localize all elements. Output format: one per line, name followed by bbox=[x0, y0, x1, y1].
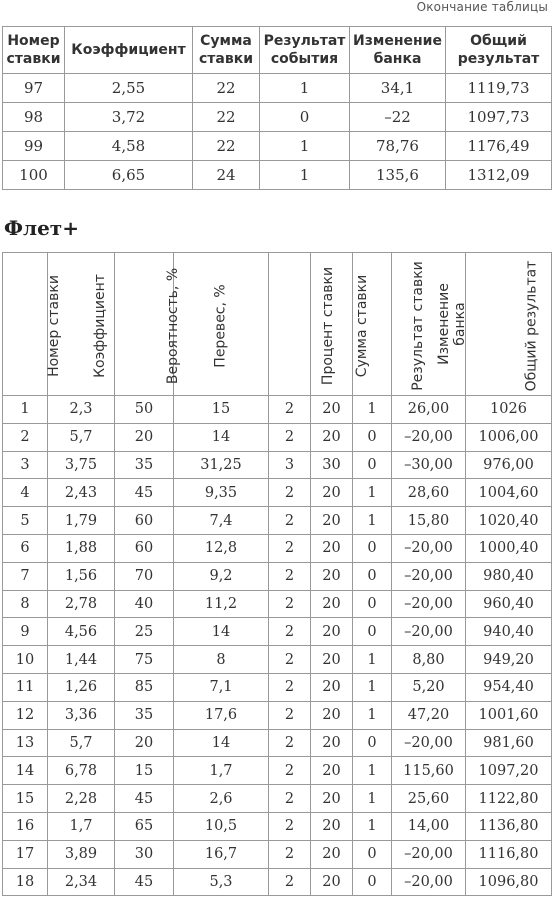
table-cell: –20,00 bbox=[392, 840, 466, 868]
table-cell: 20 bbox=[311, 618, 353, 646]
column-header bbox=[466, 253, 552, 396]
table-cell: 9 bbox=[3, 618, 48, 646]
table-cell: 2 bbox=[269, 507, 311, 535]
table-cell: 2 bbox=[269, 618, 311, 646]
table-cell: 1,88 bbox=[48, 534, 115, 562]
table-cell: 2,28 bbox=[48, 785, 115, 813]
column-header-label: Результат ставки bbox=[409, 260, 426, 391]
table-cell: 1122,80 bbox=[466, 785, 552, 813]
table-cell: 6,78 bbox=[48, 757, 115, 785]
table-cell: 0 bbox=[353, 562, 392, 590]
table-cell: 70 bbox=[115, 562, 174, 590]
table-cell: 28,60 bbox=[392, 479, 466, 507]
table-cell: 16,7 bbox=[174, 840, 269, 868]
column-header-label: Номер ставки bbox=[45, 274, 62, 377]
table-cell: 1 bbox=[353, 646, 392, 674]
table-cell: 5 bbox=[3, 507, 48, 535]
table-cell: –30,00 bbox=[392, 451, 466, 479]
table-cell: 78,76 bbox=[350, 132, 446, 161]
table-cell: 3,75 bbox=[48, 451, 115, 479]
table-row bbox=[3, 646, 552, 674]
table-cell: 1 bbox=[353, 507, 392, 535]
table-cell: 980,40 bbox=[466, 562, 552, 590]
table-cell: 2 bbox=[269, 673, 311, 701]
table-cell: –20,00 bbox=[392, 868, 466, 896]
table-cell: 20 bbox=[311, 646, 353, 674]
table-cell: –20,00 bbox=[392, 562, 466, 590]
table-cell: 20 bbox=[311, 868, 353, 896]
table-cell: 1 bbox=[260, 132, 350, 161]
table-cell: 20 bbox=[311, 729, 353, 757]
table-cell: 3,89 bbox=[48, 840, 115, 868]
table-row bbox=[3, 618, 552, 646]
table-body bbox=[3, 74, 552, 190]
table-cell: 2 bbox=[269, 840, 311, 868]
column-header bbox=[174, 253, 269, 396]
column-header-label: Общий результат bbox=[523, 260, 540, 391]
table-cell: 50 bbox=[115, 396, 174, 424]
table-cell: 14,00 bbox=[392, 812, 466, 840]
table-cell: 1176,49 bbox=[446, 132, 552, 161]
table-cell: 20 bbox=[311, 479, 353, 507]
table-cell: 4 bbox=[3, 479, 48, 507]
table-cell: –20,00 bbox=[392, 590, 466, 618]
table-cell: 18 bbox=[3, 868, 48, 896]
table-cell: 12 bbox=[3, 701, 48, 729]
table-cell: 20 bbox=[311, 590, 353, 618]
column-header: Результат события bbox=[260, 27, 350, 74]
table-cell: 35 bbox=[115, 451, 174, 479]
table-cell: 14 bbox=[174, 423, 269, 451]
table-cell: 3 bbox=[269, 451, 311, 479]
table-continued bbox=[2, 26, 552, 190]
table-cell: 2 bbox=[269, 757, 311, 785]
table-cell: 24 bbox=[193, 161, 260, 190]
table-cell: 1,79 bbox=[48, 507, 115, 535]
column-header-label: Сумма ставки bbox=[354, 274, 371, 377]
table-cell: 10 bbox=[3, 646, 48, 674]
table-cell: 26,00 bbox=[392, 396, 466, 424]
table-row bbox=[3, 423, 552, 451]
table-cell: 1 bbox=[353, 812, 392, 840]
table-cell: 20 bbox=[311, 507, 353, 535]
table-cell: 0 bbox=[260, 103, 350, 132]
table-cell: 16 bbox=[3, 812, 48, 840]
table-cell: 2 bbox=[269, 534, 311, 562]
table-cell: 14 bbox=[174, 618, 269, 646]
table-cell: 1 bbox=[353, 673, 392, 701]
table-row bbox=[3, 534, 552, 562]
table-cell: 30 bbox=[115, 840, 174, 868]
table-cell: 1097,20 bbox=[466, 757, 552, 785]
table-cell: 2 bbox=[269, 396, 311, 424]
column-header bbox=[115, 253, 182, 396]
table-cell: 8,80 bbox=[392, 646, 466, 674]
table-cell: 2 bbox=[269, 701, 311, 729]
table-cell: 2,3 bbox=[48, 396, 115, 424]
table-cell: 14 bbox=[3, 757, 48, 785]
table-cell: 17 bbox=[3, 840, 48, 868]
table-cell: 5,7 bbox=[48, 729, 115, 757]
table-cell: 30 bbox=[311, 451, 353, 479]
table-cell: 1 bbox=[353, 396, 392, 424]
table-cell: 0 bbox=[353, 729, 392, 757]
table-cell: 1,44 bbox=[48, 646, 115, 674]
table-cell: 40 bbox=[115, 590, 174, 618]
table-cell: 2 bbox=[269, 562, 311, 590]
table-row bbox=[3, 451, 552, 479]
table-cell: –20,00 bbox=[392, 729, 466, 757]
table-row bbox=[3, 132, 552, 161]
table-row bbox=[3, 757, 552, 785]
table-cell: 981,60 bbox=[466, 729, 552, 757]
table-cell: 15,80 bbox=[392, 507, 466, 535]
table-header-row bbox=[3, 27, 552, 74]
table-cell: 12,8 bbox=[174, 534, 269, 562]
column-header bbox=[311, 253, 371, 396]
table-cell: 99 bbox=[3, 132, 65, 161]
column-header: Изменение банка bbox=[350, 27, 446, 74]
table-cell: 6 bbox=[3, 534, 48, 562]
table-cell: 1 bbox=[353, 757, 392, 785]
table-cell: 1 bbox=[260, 161, 350, 190]
table-cell: 954,40 bbox=[466, 673, 552, 701]
column-header: Номер ставки bbox=[3, 27, 65, 74]
column-header bbox=[45, 253, 115, 396]
table-cell: 1,7 bbox=[48, 812, 115, 840]
table-cell: 10,5 bbox=[174, 812, 269, 840]
table-cell: 1,56 bbox=[48, 562, 115, 590]
flat-plus-table bbox=[2, 252, 552, 896]
table-row bbox=[3, 840, 552, 868]
table-cell: 976,00 bbox=[466, 451, 552, 479]
table-cell: 7,4 bbox=[174, 507, 269, 535]
table-cell: 5,3 bbox=[174, 868, 269, 896]
table-row bbox=[3, 590, 552, 618]
table-cell: 1001,60 bbox=[466, 701, 552, 729]
table-cell: 2 bbox=[269, 785, 311, 813]
table-cell: 60 bbox=[115, 507, 174, 535]
table-cell: 14 bbox=[174, 729, 269, 757]
table-cell: 5,20 bbox=[392, 673, 466, 701]
table-cell: 31,25 bbox=[174, 451, 269, 479]
column-header-label: Вероятность, % bbox=[165, 267, 182, 384]
table-row bbox=[3, 812, 552, 840]
table-cell: 115,60 bbox=[392, 757, 466, 785]
column-header: Коэффициент bbox=[65, 27, 193, 74]
table-cell: 1020,40 bbox=[466, 507, 552, 535]
table-cell: 20 bbox=[311, 673, 353, 701]
table-cell: 15 bbox=[115, 757, 174, 785]
table-cell: 4,58 bbox=[65, 132, 193, 161]
table-cell: 3,36 bbox=[48, 701, 115, 729]
table-cell: 2,6 bbox=[174, 785, 269, 813]
table-cell: 1 bbox=[353, 785, 392, 813]
table-cell: –22 bbox=[350, 103, 446, 132]
table-cell: 949,20 bbox=[466, 646, 552, 674]
section-title: Флет+ bbox=[4, 216, 79, 240]
table-row bbox=[3, 74, 552, 103]
column-header bbox=[3, 253, 62, 396]
table-cell: 6,65 bbox=[65, 161, 193, 190]
table-cell: 2 bbox=[269, 646, 311, 674]
table-cell: 11 bbox=[3, 673, 48, 701]
table-cell: 22 bbox=[193, 74, 260, 103]
table-cell: 20 bbox=[115, 729, 174, 757]
table-cell: –20,00 bbox=[392, 618, 466, 646]
table-cell: 2 bbox=[3, 423, 48, 451]
table-cell: 3,72 bbox=[65, 103, 193, 132]
table-row bbox=[3, 479, 552, 507]
table-cell: 2,78 bbox=[48, 590, 115, 618]
table-cell: 1097,73 bbox=[446, 103, 552, 132]
table-cell: 11,2 bbox=[174, 590, 269, 618]
table-cell: 97 bbox=[3, 74, 65, 103]
table-cell: 20 bbox=[115, 423, 174, 451]
table-cell: 2 bbox=[269, 590, 311, 618]
column-header-label: Изменение банка bbox=[436, 283, 468, 365]
column-header-label: Перевес, % bbox=[213, 283, 229, 368]
table-cell: 1006,00 bbox=[466, 423, 552, 451]
table-cell: 15 bbox=[3, 785, 48, 813]
table-cell: 5,7 bbox=[48, 423, 115, 451]
table-cell: 85 bbox=[115, 673, 174, 701]
table-cell: 1004,60 bbox=[466, 479, 552, 507]
table-cell: 8 bbox=[174, 646, 269, 674]
table-cell: 17,6 bbox=[174, 701, 269, 729]
table-cell: 20 bbox=[311, 840, 353, 868]
table-cell: 20 bbox=[311, 396, 353, 424]
table-cell: 60 bbox=[115, 534, 174, 562]
table-cell: 20 bbox=[311, 812, 353, 840]
table-cell: 22 bbox=[193, 132, 260, 161]
column-header-label: Процент ставки bbox=[320, 266, 337, 385]
table-cell: 1 bbox=[3, 396, 48, 424]
table-cell: 1096,80 bbox=[466, 868, 552, 896]
table-cell: 20 bbox=[311, 785, 353, 813]
table-cell: 1 bbox=[260, 74, 350, 103]
table-cell: 2,34 bbox=[48, 868, 115, 896]
table-cell: 34,1 bbox=[350, 74, 446, 103]
table-cell: 2 bbox=[269, 729, 311, 757]
table-row bbox=[3, 396, 552, 424]
table-cell: 0 bbox=[353, 534, 392, 562]
table-cell: 20 bbox=[311, 757, 353, 785]
table-cell: –20,00 bbox=[392, 423, 466, 451]
table-cell: 45 bbox=[115, 868, 174, 896]
table-cell: 1,7 bbox=[174, 757, 269, 785]
table-cell: 25 bbox=[115, 618, 174, 646]
table-cell: 7 bbox=[3, 562, 48, 590]
table-cell: 0 bbox=[353, 423, 392, 451]
table-cell: 8 bbox=[3, 590, 48, 618]
table-cell: 4,56 bbox=[48, 618, 115, 646]
table-cell: 1026 bbox=[466, 396, 552, 424]
table-cell: 2,55 bbox=[65, 74, 193, 103]
table-cell: 25,60 bbox=[392, 785, 466, 813]
table-cell: 100 bbox=[3, 161, 65, 190]
table-cell: 47,20 bbox=[392, 701, 466, 729]
table-cell: 98 bbox=[3, 103, 65, 132]
table-cell: 45 bbox=[115, 479, 174, 507]
table-cell: 2,43 bbox=[48, 479, 115, 507]
table-cell: 1000,40 bbox=[466, 534, 552, 562]
column-header bbox=[353, 253, 426, 396]
table-cell: 7,1 bbox=[174, 673, 269, 701]
table-cell: 135,6 bbox=[350, 161, 446, 190]
table-cell: 2 bbox=[269, 423, 311, 451]
table-cell: 20 bbox=[311, 534, 353, 562]
table-cell: 1,26 bbox=[48, 673, 115, 701]
table-cell: 0 bbox=[353, 618, 392, 646]
table-row bbox=[3, 103, 552, 132]
table-cell: 9,2 bbox=[174, 562, 269, 590]
table-cell: 1312,09 bbox=[446, 161, 552, 190]
column-header bbox=[269, 253, 337, 396]
column-header: Общий результат bbox=[446, 27, 552, 74]
table-cell: 13 bbox=[3, 729, 48, 757]
table-row bbox=[3, 729, 552, 757]
table-body bbox=[3, 396, 552, 896]
table-row bbox=[3, 868, 552, 896]
table-cell: 0 bbox=[353, 868, 392, 896]
table-cell: 65 bbox=[115, 812, 174, 840]
table-cell: 1 bbox=[353, 701, 392, 729]
table-cell: 1116,80 bbox=[466, 840, 552, 868]
table-cell: 1 bbox=[353, 479, 392, 507]
table-cell: 2 bbox=[269, 812, 311, 840]
table-cell: 2 bbox=[269, 479, 311, 507]
table-cell: 1119,73 bbox=[446, 74, 552, 103]
table-cell: 20 bbox=[311, 423, 353, 451]
table-row bbox=[3, 673, 552, 701]
table-row bbox=[3, 562, 552, 590]
table-cell: 0 bbox=[353, 590, 392, 618]
table-row bbox=[3, 161, 552, 190]
column-header: Сумма ставки bbox=[193, 27, 260, 74]
table-cell: 22 bbox=[193, 103, 260, 132]
table-row bbox=[3, 507, 552, 535]
table-cell: 9,35 bbox=[174, 479, 269, 507]
table-continuation-caption: Окончание таблицы bbox=[416, 0, 548, 14]
table-cell: 3 bbox=[3, 451, 48, 479]
table-cell: 0 bbox=[353, 840, 392, 868]
table-cell: 1136,80 bbox=[466, 812, 552, 840]
table-row bbox=[3, 785, 552, 813]
table-cell: 20 bbox=[311, 701, 353, 729]
table-cell: 75 bbox=[115, 646, 174, 674]
table-cell: 0 bbox=[353, 451, 392, 479]
column-header bbox=[392, 253, 466, 396]
table-cell: 45 bbox=[115, 785, 174, 813]
table-header-row bbox=[3, 253, 552, 396]
table-row bbox=[3, 701, 552, 729]
table-cell: 15 bbox=[174, 396, 269, 424]
table-cell: 940,40 bbox=[466, 618, 552, 646]
table-cell: 960,40 bbox=[466, 590, 552, 618]
column-header-label: Коэффициент bbox=[91, 273, 108, 378]
table-cell: 2 bbox=[269, 868, 311, 896]
table-cell: 35 bbox=[115, 701, 174, 729]
table-cell: 20 bbox=[311, 562, 353, 590]
table-cell: –20,00 bbox=[392, 534, 466, 562]
